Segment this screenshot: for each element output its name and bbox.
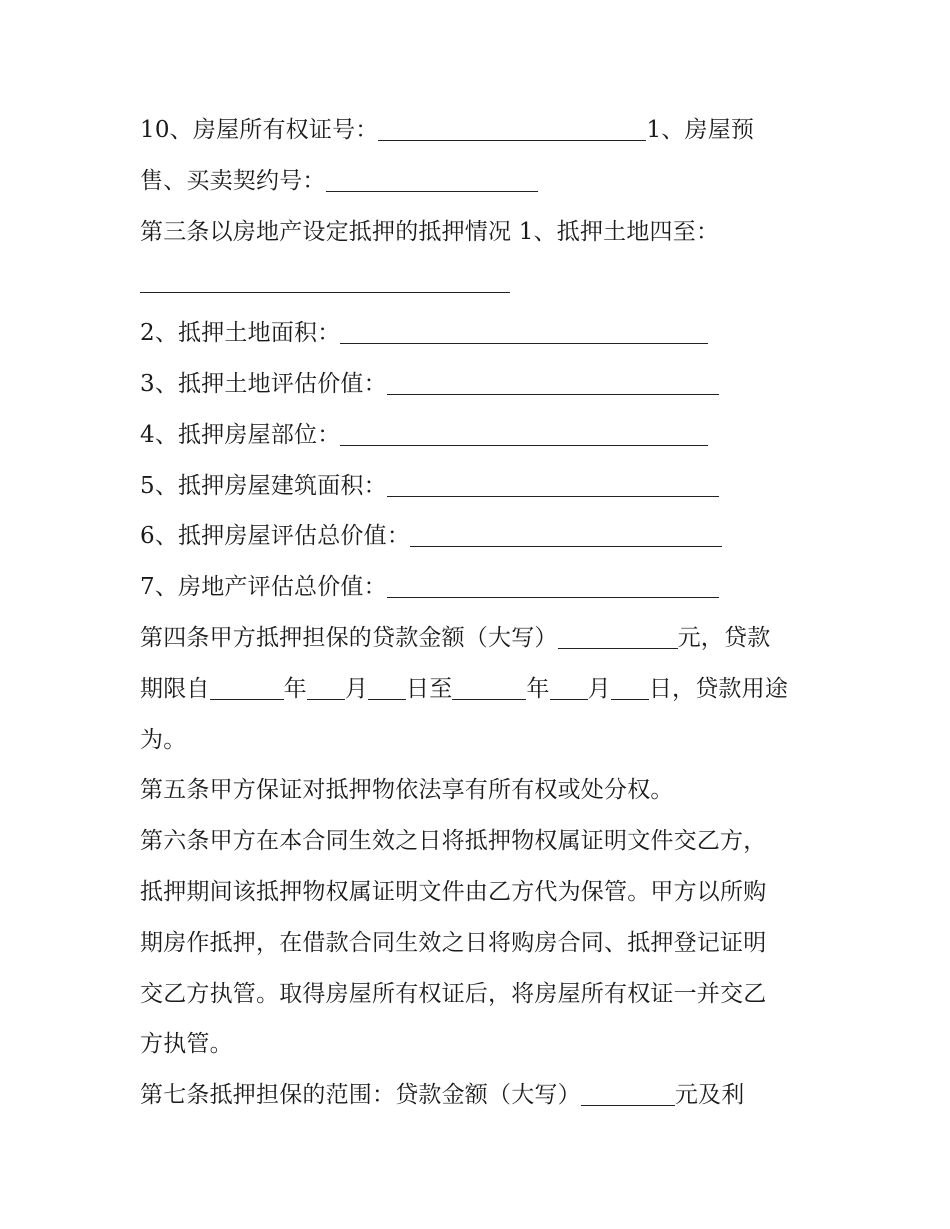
blank-end-day (611, 673, 649, 700)
label-land-value: 3、抵押土地评估价值： (140, 370, 387, 397)
blank-end-year (452, 673, 526, 700)
blank-building-area (387, 470, 719, 497)
article-3-text: 第三条以房地产设定抵押的抵押情况 1、抵押土地四至： (140, 218, 720, 245)
term-day-to: 日至 (406, 675, 453, 702)
label-land-area: 2、抵押土地面积： (140, 320, 341, 347)
blank-house-total-value (410, 520, 722, 547)
blank-start-month (307, 673, 345, 700)
label-house-total-value: 6、抵押房屋评估总价值： (140, 523, 411, 550)
article-6-text-4: 交乙方执管。取得房屋所有权证后，将房屋所有权证一并交乙 (140, 980, 767, 1007)
article-6-line-5 (140, 1019, 820, 1070)
blank-start-year (210, 673, 284, 700)
article-7 (140, 1070, 820, 1121)
term-day-purpose: 日，贷款用途 (648, 675, 789, 702)
article-4-unit: 元，贷款 (677, 624, 771, 651)
label-contract-number: 售、买卖契约号： (140, 167, 326, 194)
article-6-text-3: 期房作抵押，在借款合同生效之日将购房合同、抵押登记证明 (140, 929, 767, 956)
label-estate-total-value: 7、房地产评估总价值： (140, 574, 387, 601)
term-year-2: 年 (526, 675, 550, 702)
article-4-text: 第四条甲方抵押担保的贷款金额（大写） (140, 624, 558, 651)
article-7-text: 第七条抵押担保的范围：贷款金额（大写） (140, 1082, 581, 1109)
blank-certificate-number (378, 114, 646, 141)
blank-land-boundary (140, 266, 510, 293)
line-land-value (140, 359, 820, 410)
article-6-line-1 (140, 816, 820, 867)
blank-contract-number (326, 165, 538, 192)
line-land-area (140, 308, 820, 359)
article-6-text-5: 方执管。 (140, 1031, 233, 1058)
line-house-total-value (140, 511, 820, 562)
line-house-location (140, 410, 820, 461)
line-contract-number (140, 156, 820, 207)
blank-house-location (340, 419, 708, 446)
article-7-unit: 元及利 (674, 1082, 745, 1109)
line-certificate-number (140, 105, 820, 156)
article-4-loan-term (140, 664, 820, 715)
label-certificate-number: 10、房屋所有权证号： (140, 117, 379, 143)
contract-body (140, 105, 820, 1121)
article-5 (140, 765, 820, 816)
term-month-1: 月 (344, 675, 369, 702)
article-6-line-2 (140, 867, 820, 918)
line-building-area (140, 461, 820, 512)
article-6-line-4 (140, 969, 820, 1020)
article-4-purpose-end (140, 715, 820, 766)
article-6-text-2: 抵押期间该抵押物权属证明文件由乙方代为保管。甲方以所购 (140, 878, 767, 905)
article-6-text-1: 第六条甲方在本合同生效之日将抵押物权属证明文件交乙方， (140, 828, 767, 855)
blank-guarantee-amount (581, 1079, 675, 1106)
blank-estate-total-value (387, 571, 719, 598)
blank-start-day (368, 673, 406, 700)
blank-end-month (550, 673, 588, 700)
line-land-boundary-blank (140, 257, 820, 308)
term-month-2: 月 (587, 675, 611, 702)
term-year-1: 年 (283, 675, 307, 702)
blank-loan-amount (558, 622, 678, 649)
label-presale-prefix: 1、房屋预 (646, 117, 755, 143)
blank-land-value (387, 368, 719, 395)
label-building-area: 5、抵押房屋建筑面积： (140, 472, 387, 499)
article-3-heading (140, 207, 820, 258)
article-4-purpose-text: 为。 (140, 726, 187, 753)
term-from-label: 期限自 (140, 675, 210, 702)
article-4-loan-amount (140, 613, 820, 664)
article-5-text: 第五条甲方保证对抵押物依法享有所有权或处分权。 (140, 777, 674, 804)
label-house-location: 4、抵押房屋部位： (140, 421, 341, 448)
article-6-line-3 (140, 918, 820, 969)
blank-land-area (340, 317, 708, 344)
line-estate-total-value (140, 562, 820, 613)
